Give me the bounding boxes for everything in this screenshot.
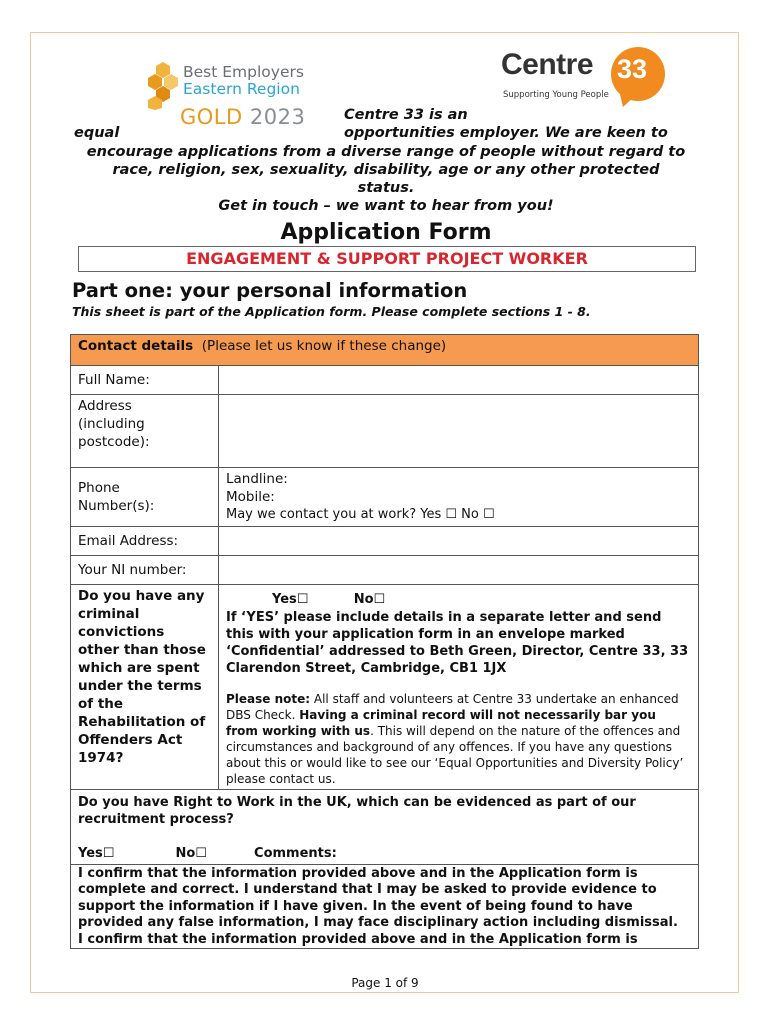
- centre33-number: 33: [617, 54, 648, 84]
- landline-label: Landline:: [226, 471, 288, 487]
- declaration-text: I confirm that the information provided above and in the Application form is complete and correct. I understand that I may be asked to provide evidence to support the information if I have given. In the event of being found to have provided any false information, I may face disciplinary action including dismissal.: [78, 866, 678, 931]
- intro-line-2-left: equal: [74, 125, 120, 141]
- right-to-work-question: Do you have Right to Work in the UK, which can be evidenced as part of our recruitment process?: [78, 795, 636, 827]
- right-to-work-cell: [71, 790, 699, 865]
- right-to-work-options: [78, 845, 691, 862]
- intro-line-2-right: opportunities employer. We are keen to: [344, 125, 668, 141]
- contact-details-note: (Please let us know if these change): [201, 338, 447, 354]
- email-field[interactable]: [219, 527, 699, 556]
- address-label-line: postcode):: [78, 434, 150, 450]
- job-title-box: ENGAGEMENT & SUPPORT PROJECT WORKER: [78, 246, 696, 272]
- intro-line-1: Centre 33 is an: [344, 107, 468, 123]
- right-to-work-yes-checkbox[interactable]: Yes☐: [78, 846, 115, 861]
- dbs-note: [226, 691, 691, 787]
- gold-label: GOLD: [180, 105, 243, 129]
- address-label-line: (including: [78, 416, 145, 432]
- table-row: [71, 790, 699, 865]
- criminal-convictions-answer: [219, 585, 699, 790]
- honeycomb-icon: [148, 62, 178, 110]
- criminal-convictions-question: [71, 585, 219, 790]
- table-row: [71, 366, 699, 395]
- contact-details-table: [70, 334, 699, 949]
- question-line: convictions: [78, 624, 165, 640]
- question-line: Do you have any: [78, 588, 205, 604]
- ni-number-field[interactable]: [219, 556, 699, 585]
- centre33-tagline: Supporting Young People: [503, 90, 609, 100]
- intro-line-6: Get in touch – we want to hear from you!: [218, 198, 554, 214]
- table-row: [71, 527, 699, 556]
- table-row: [71, 395, 699, 468]
- full-name-field[interactable]: [219, 366, 699, 395]
- phone-label-line: Phone: [78, 480, 120, 496]
- page-number: Page 1 of 9: [351, 976, 419, 990]
- full-name-label: Full Name:: [71, 366, 219, 395]
- section-subheading: This sheet is part of the Application form. Please complete sections 1 - 8.: [72, 304, 591, 319]
- declaration-text-repeat: I confirm that the information provided above and in the Application form is: [78, 931, 638, 947]
- question-line: which are spent: [78, 660, 200, 676]
- table-row: [71, 468, 699, 527]
- mobile-label: Mobile:: [226, 489, 275, 505]
- address-field[interactable]: [219, 395, 699, 468]
- table-row: [71, 556, 699, 585]
- page-title: Application Form: [280, 220, 492, 245]
- question-line: of the: [78, 696, 124, 712]
- contact-details-header: [71, 335, 699, 366]
- question-line: Offenders Act: [78, 732, 183, 748]
- intro-line-3: encourage applications from a diverse range of people without regard to: [86, 144, 686, 160]
- question-line: under the terms: [78, 678, 202, 694]
- logo-line-2: Eastern Region: [183, 80, 300, 98]
- note-text: All staff and volunteers at Centre 33 undertake an enhanced DBS Check.: [226, 692, 679, 722]
- best-employers-text: [183, 64, 304, 98]
- question-line: criminal: [78, 606, 140, 622]
- criminal-instruction: If ‘YES’ please include details in a separate letter and send this with your application form in an envelope marked ‘Confidential’ addressed to Beth Green, Director, Centre 33, 33 Clarendon Street, Cambridge, CB1 1JX: [226, 610, 689, 676]
- contact-details-title: Contact details: [78, 338, 194, 354]
- phone-field[interactable]: [219, 468, 699, 527]
- award-year: 2023: [249, 105, 306, 129]
- centre33-logo: [500, 46, 670, 110]
- declaration-cell: [71, 865, 699, 949]
- contact-at-work-checkbox[interactable]: May we contact you at work? Yes ☐ No ☐: [226, 507, 495, 522]
- criminal-yes-no-checkbox[interactable]: Yes☐ No☐: [272, 592, 386, 607]
- gold-award: [180, 105, 305, 129]
- intro-line-5: status.: [357, 180, 415, 196]
- phone-label-line: Number(s):: [78, 498, 155, 514]
- question-line: other than those: [78, 642, 206, 658]
- section-heading: Part one: your personal information: [72, 279, 468, 302]
- best-employers-logo: [148, 60, 318, 132]
- centre33-wordmark: Centre: [501, 48, 594, 81]
- phone-label: [71, 468, 219, 527]
- ni-number-label: Your NI number:: [71, 556, 219, 585]
- logo-line-1: Best Employers: [183, 63, 304, 81]
- table-row: [71, 865, 699, 949]
- address-label: [71, 395, 219, 468]
- intro-line-4: race, religion, sex, sexuality, disability, age or any other protected: [112, 162, 660, 178]
- email-label: Email Address:: [71, 527, 219, 556]
- table-header-row: [71, 335, 699, 366]
- note-label: Please note:: [226, 692, 311, 706]
- address-label-line: Address: [78, 398, 132, 414]
- right-to-work-comments-label: Comments:: [254, 846, 337, 861]
- right-to-work-no-checkbox[interactable]: No☐: [175, 846, 207, 861]
- table-row: [71, 585, 699, 790]
- note-text-continued: . This will depend on the nature of the offences and circumstances and background of any offences. If you have any questions about this or would like to see our ‘Equal Opportunities and Diversity Policy’ please contact us.: [226, 724, 684, 786]
- question-line: 1974?: [78, 750, 124, 766]
- note-emphasis: Having a criminal record will not necessarily bar you from working with us: [226, 708, 656, 738]
- question-line: Rehabilitation of: [78, 714, 206, 730]
